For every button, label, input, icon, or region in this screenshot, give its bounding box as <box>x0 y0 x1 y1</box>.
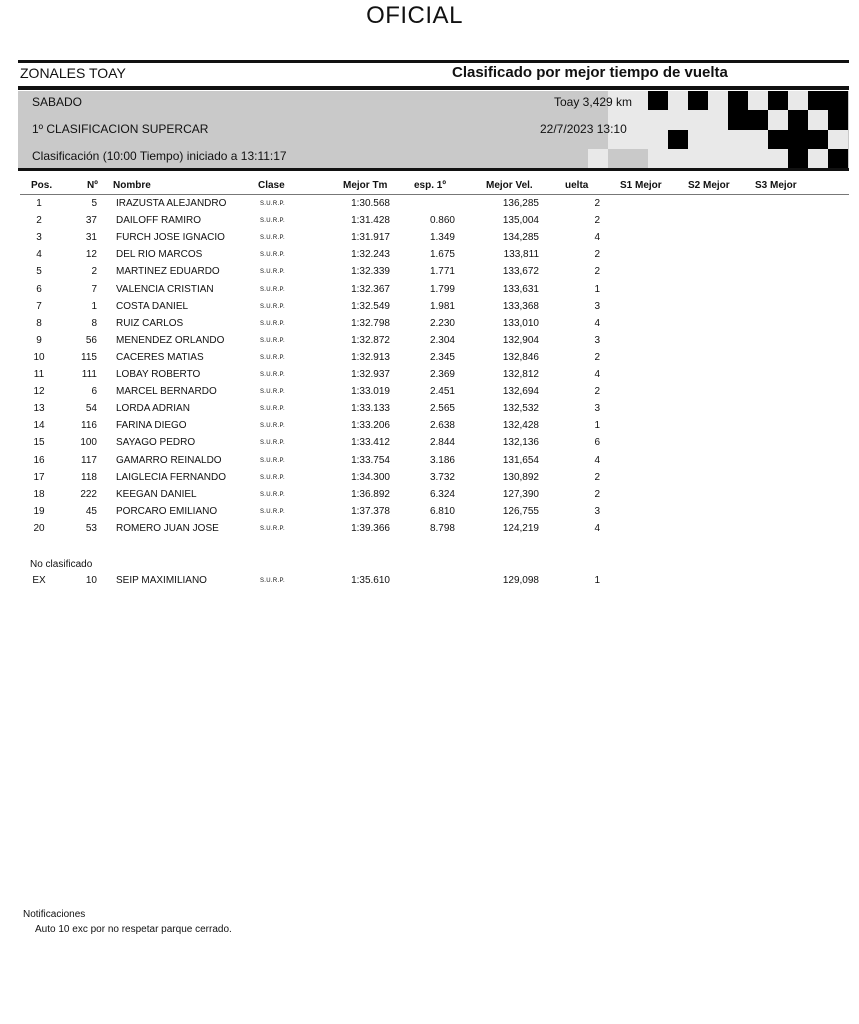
cell-gap: 1.799 <box>429 283 455 295</box>
track-info: Toay 3,429 km <box>554 95 633 109</box>
cell-clase: S.U.R.P. <box>260 337 285 344</box>
col-header-gap: esp. 1º <box>414 180 447 191</box>
cell-clase: S.U.R.P. <box>260 252 285 259</box>
cell-best-lap: 2 <box>594 471 600 483</box>
cell-best-speed: 133,010 <box>502 317 539 329</box>
cell-gap: 3.186 <box>429 454 455 466</box>
cell-best-lap: 2 <box>594 198 600 209</box>
cell-best-time: 1:31.428 <box>351 215 390 227</box>
cell-best-time: 1:32.339 <box>351 266 390 278</box>
col-header-s3: S3 Mejor <box>755 180 797 191</box>
cell-driver-name: COSTA DANIEL <box>116 300 189 312</box>
cell-driver-name: RUIZ CARLOS <box>116 317 184 329</box>
cell-best-time: 1:32.872 <box>351 334 390 346</box>
cell-best-lap: 3 <box>594 334 600 346</box>
col-header-s1: S1 Mejor <box>620 180 662 191</box>
cell-driver-name: MENENDEZ ORLANDO <box>116 334 225 346</box>
cell-best-speed: 133,672 <box>502 266 539 278</box>
cell-gap: 1.771 <box>429 266 455 278</box>
cell-clase: S.U.R.P. <box>260 218 285 225</box>
cell-driver-name: LORDA ADRIAN <box>116 403 190 415</box>
cell-number: 12 <box>85 249 97 261</box>
cell-best-time: 1:32.937 <box>351 369 390 380</box>
cell-best-time: 1:35.610 <box>351 575 390 586</box>
cell-best-lap: 4 <box>594 232 600 244</box>
cell-driver-name: VALENCIA CRISTIAN <box>116 283 214 295</box>
cell-clase: S.U.R.P. <box>260 201 285 207</box>
cell-best-time: 1:32.367 <box>351 283 390 295</box>
cell-number: 100 <box>80 437 97 449</box>
cell-best-speed: 134,285 <box>502 232 539 244</box>
cell-best-lap: 3 <box>594 300 600 312</box>
cell-best-speed: 132,694 <box>502 386 539 398</box>
cell-clase: S.U.R.P. <box>260 389 285 396</box>
cell-best-speed: 126,755 <box>502 505 539 517</box>
cell-clase: S.U.R.P. <box>260 286 285 293</box>
cell-driver-name: SAYAGO PEDRO <box>116 437 196 449</box>
cell-number: 115 <box>81 351 97 363</box>
cell-best-speed: 129,098 <box>502 575 539 586</box>
col-header-clase: Clase <box>258 180 285 191</box>
cell-pos: 3 <box>36 232 42 244</box>
cell-pos: 18 <box>33 488 45 500</box>
cell-gap: 8.798 <box>429 522 455 534</box>
cell-best-speed: 124,219 <box>502 522 539 534</box>
cell-number: 7 <box>91 283 97 295</box>
cell-gap: 2.369 <box>429 369 455 380</box>
cell-best-time: 1:33.133 <box>351 403 390 415</box>
cell-best-time: 1:36.892 <box>351 488 390 500</box>
cell-gap: 2.565 <box>429 403 455 415</box>
cell-clase: S.U.R.P. <box>260 320 285 327</box>
cell-pos: 15 <box>33 437 45 449</box>
cell-driver-name: DAILOFF RAMIRO <box>116 215 202 227</box>
cell-pos: 17 <box>33 471 45 483</box>
top-rule <box>18 60 849 63</box>
notification-text: Auto 10 exc por no respetar parque cerrado. <box>35 924 232 935</box>
cell-number: 222 <box>80 488 97 500</box>
cell-pos: 6 <box>36 283 42 295</box>
cell-number: 118 <box>81 471 97 483</box>
cell-pos: 7 <box>36 300 42 312</box>
cell-number: 111 <box>81 369 97 380</box>
notifications-title: Notificaciones <box>23 909 86 920</box>
cell-number: 1 <box>91 300 97 312</box>
cell-driver-name: ROMERO JUAN JOSE <box>116 522 219 534</box>
cell-best-lap: 4 <box>594 369 600 380</box>
cell-pos: 10 <box>33 351 45 363</box>
cell-best-time: 1:32.913 <box>351 351 390 363</box>
cell-pos: 20 <box>33 522 45 534</box>
cell-best-speed: 132,846 <box>502 351 539 363</box>
cell-best-speed: 131,654 <box>502 454 539 466</box>
cell-pos: 12 <box>33 386 45 398</box>
cell-pos: 5 <box>36 266 42 278</box>
col-header-name: Nombre <box>113 180 151 191</box>
cell-gap: 6.324 <box>429 488 455 500</box>
cell-driver-name: LOBAY ROBERTO <box>116 369 201 380</box>
session-name: 1º CLASIFICACION SUPERCAR <box>32 122 209 136</box>
cell-pos: 13 <box>33 403 45 415</box>
cell-best-lap: 2 <box>594 215 600 227</box>
cell-gap: 3.732 <box>429 471 455 483</box>
cell-pos: 2 <box>36 215 42 227</box>
cell-clase: S.U.R.P. <box>260 440 285 447</box>
cell-clase: S.U.R.P. <box>260 269 285 276</box>
cell-best-time: 1:33.019 <box>351 386 390 398</box>
cell-best-lap: 4 <box>594 317 600 329</box>
cell-clase: S.U.R.P. <box>260 372 285 378</box>
cell-best-time: 1:31.917 <box>351 232 390 244</box>
cell-driver-name: IRAZUSTA ALEJANDRO <box>116 198 227 209</box>
cell-best-speed: 135,004 <box>502 215 539 227</box>
cell-clase: S.U.R.P. <box>260 474 285 481</box>
header-underline <box>20 194 849 195</box>
cell-driver-name: KEEGAN DANIEL <box>116 488 197 500</box>
cell-driver-name: SEIP MAXIMILIANO <box>116 575 207 586</box>
cell-clase: S.U.R.P. <box>260 525 285 532</box>
cell-best-speed: 130,892 <box>502 471 539 483</box>
cell-number: 31 <box>85 232 97 244</box>
session-day: SABADO <box>32 95 83 109</box>
cell-best-time: 1:34.300 <box>351 471 390 483</box>
cell-best-lap: 4 <box>594 522 600 534</box>
cell-best-time: 1:30.568 <box>351 198 390 209</box>
cell-best-speed: 132,532 <box>502 403 539 415</box>
cell-pos: 14 <box>33 420 45 432</box>
cell-best-time: 1:32.798 <box>351 317 390 329</box>
cell-driver-name: PORCARO EMILIANO <box>116 505 218 517</box>
cell-clase: S.U.R.P. <box>260 457 285 464</box>
cell-pos: EX <box>32 575 46 586</box>
cell-best-lap: 4 <box>594 454 600 466</box>
col-header-lap: uelta <box>565 180 589 191</box>
cell-number: 117 <box>81 454 97 466</box>
cell-number: 53 <box>85 522 97 534</box>
cell-clase: S.U.R.P. <box>260 491 285 498</box>
cell-best-speed: 133,631 <box>502 283 539 295</box>
cell-pos: 8 <box>36 317 42 329</box>
report-type: Clasificado por mejor tiempo de vuelta <box>452 64 728 81</box>
cell-driver-name: LAIGLECIA FERNANDO <box>116 471 227 483</box>
session-datetime: 22/7/2023 13:10 <box>540 122 627 136</box>
cell-driver-name: MARCEL BERNARDO <box>116 386 217 398</box>
col-header-s2: S2 Mejor <box>688 180 730 191</box>
cell-best-lap: 2 <box>594 266 600 278</box>
cell-best-time: 1:33.754 <box>351 454 390 466</box>
cell-pos: 1 <box>36 198 42 209</box>
cell-number: 10 <box>85 575 97 586</box>
cell-best-lap: 2 <box>594 386 600 398</box>
cell-clase: S.U.R.P. <box>260 406 285 413</box>
cell-best-time: 1:33.412 <box>351 437 390 449</box>
cell-number: 37 <box>85 215 97 227</box>
cell-driver-name: CACERES MATIAS <box>116 351 204 363</box>
cell-best-lap: 1 <box>594 420 600 432</box>
cell-gap: 2.844 <box>429 437 455 449</box>
cell-gap: 2.230 <box>429 317 455 329</box>
cell-gap: 1.675 <box>429 249 455 261</box>
cell-driver-name: FARINA DIEGO <box>116 420 187 432</box>
cell-best-time: 1:37.378 <box>351 505 390 517</box>
header-rule <box>18 86 849 90</box>
cell-best-speed: 132,428 <box>502 420 539 432</box>
cell-best-lap: 6 <box>594 437 600 449</box>
cell-number: 2 <box>91 266 97 278</box>
cell-number: 5 <box>91 198 97 209</box>
cell-gap: 1.349 <box>429 232 455 244</box>
cell-driver-name: GAMARRO REINALDO <box>116 454 222 466</box>
cell-best-speed: 133,368 <box>502 300 539 312</box>
cell-best-speed: 127,390 <box>502 488 539 500</box>
col-header-num: Nº <box>87 180 98 191</box>
cell-best-lap: 3 <box>594 505 600 517</box>
session-start-info: Clasificación (10:00 Tiempo) iniciado a 13:11:17 <box>32 149 287 163</box>
cell-best-speed: 132,136 <box>502 437 539 449</box>
cell-gap: 6.810 <box>429 505 455 517</box>
cell-pos: 16 <box>33 454 45 466</box>
cell-pos: 9 <box>36 334 42 346</box>
cell-number: 56 <box>85 334 97 346</box>
band-bottom-rule <box>18 168 849 171</box>
cell-clase: S.U.R.P. <box>260 578 285 584</box>
cell-best-time: 1:39.366 <box>351 522 390 534</box>
not-classified-title: No clasificado <box>30 559 93 570</box>
cell-number: 6 <box>91 386 97 398</box>
col-header-best-speed: Mejor Vel. <box>486 180 533 191</box>
col-header-pos: Pos. <box>31 180 53 191</box>
cell-gap: 2.451 <box>429 386 455 398</box>
cell-best-speed: 132,904 <box>502 334 539 346</box>
cell-best-lap: 2 <box>594 351 600 363</box>
cell-number: 8 <box>91 317 97 329</box>
cell-best-speed: 136,285 <box>502 198 539 209</box>
cell-number: 116 <box>81 420 97 432</box>
col-header-best-time: Mejor Tm <box>343 180 388 191</box>
cell-best-lap: 1 <box>594 283 600 295</box>
cell-clase: S.U.R.P. <box>260 303 285 310</box>
cell-clase: S.U.R.P. <box>260 354 285 361</box>
cell-gap: 0.860 <box>429 215 455 227</box>
cell-best-lap: 1 <box>594 575 600 586</box>
cell-clase: S.U.R.P. <box>260 235 285 242</box>
cell-driver-name: FURCH JOSE IGNACIO <box>116 232 225 244</box>
cell-gap: 2.304 <box>429 334 455 346</box>
cell-best-lap: 2 <box>594 249 600 261</box>
cell-gap: 1.981 <box>429 300 455 312</box>
cell-pos: 4 <box>36 249 42 261</box>
cell-best-time: 1:32.243 <box>351 249 390 261</box>
cell-number: 54 <box>85 403 97 415</box>
cell-best-time: 1:33.206 <box>351 420 390 432</box>
cell-driver-name: DEL RIO MARCOS <box>116 249 203 261</box>
cell-best-speed: 133,811 <box>503 249 539 261</box>
cell-gap: 2.345 <box>429 351 455 363</box>
cell-gap: 2.638 <box>429 420 455 432</box>
cell-best-time: 1:32.549 <box>351 300 390 312</box>
cell-number: 45 <box>85 505 97 517</box>
cell-best-lap: 2 <box>594 488 600 500</box>
cell-pos: 19 <box>33 505 45 517</box>
cell-best-speed: 132,812 <box>502 369 539 380</box>
cell-clase: S.U.R.P. <box>260 423 285 430</box>
cell-driver-name: MARTINEZ EDUARDO <box>116 266 220 278</box>
cell-clase: S.U.R.P. <box>260 508 285 515</box>
event-name: ZONALES TOAY <box>20 65 126 81</box>
cell-pos: 11 <box>33 369 45 380</box>
cell-best-lap: 3 <box>594 403 600 415</box>
official-stamp: OFICIAL <box>366 2 463 29</box>
